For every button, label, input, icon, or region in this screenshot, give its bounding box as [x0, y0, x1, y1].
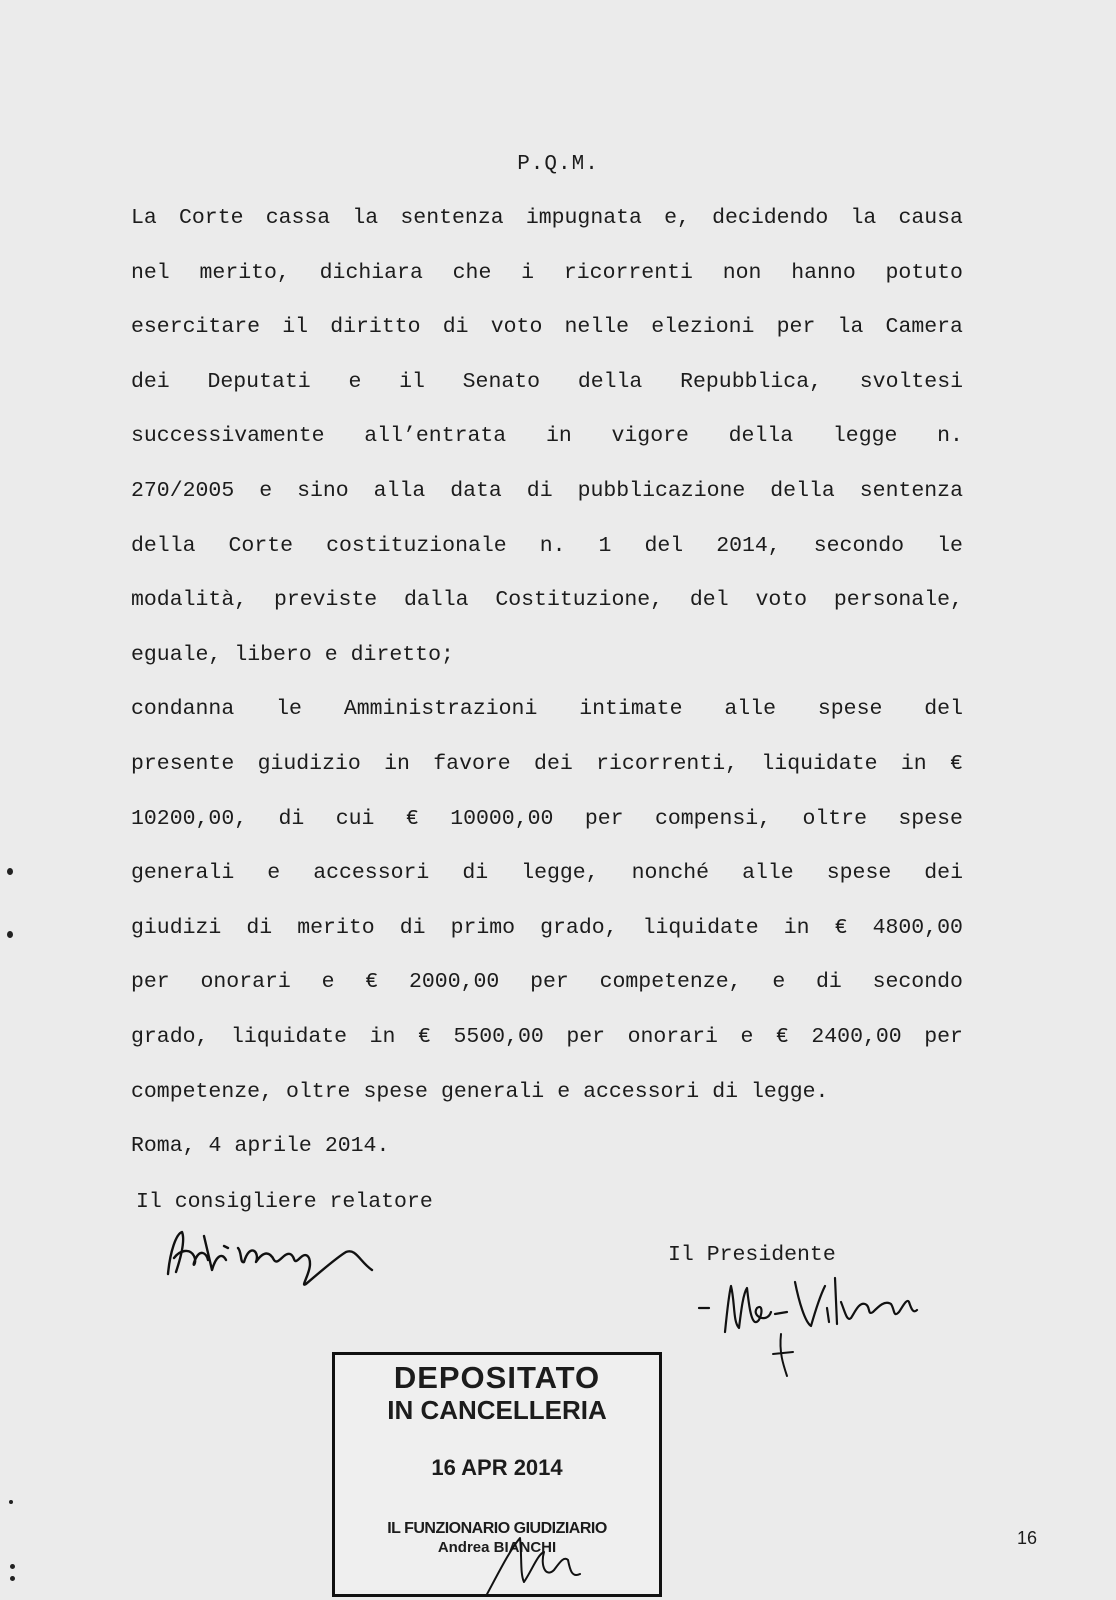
text-word: data [450, 478, 502, 503]
text-word: 2014. [324, 1134, 390, 1159]
text-word: 2000,00 [408, 970, 500, 995]
text-word: € [775, 1024, 789, 1049]
text-word: successivamente [131, 424, 325, 449]
text-word: € [365, 970, 379, 995]
presidente-label: Il Presidente [668, 1243, 836, 1267]
text-word: eguale, [131, 642, 222, 667]
text-line [131, 581, 963, 636]
text-word: spese [363, 1079, 428, 1104]
text-word: Deputati [207, 369, 311, 394]
text-word: legge, [521, 861, 599, 886]
text-line [131, 690, 963, 745]
text-word: diretto; [350, 642, 454, 667]
text-word: Corte [228, 533, 294, 558]
text-word: grado, [540, 915, 618, 940]
text-word: ricorrenti [563, 260, 693, 285]
stamp-signature [480, 1530, 590, 1598]
text-word: impugnata [525, 206, 642, 230]
text-line [131, 1073, 963, 1128]
text-word: nel [131, 260, 170, 285]
text-word: voto [755, 588, 808, 613]
text-word: n. [539, 533, 566, 558]
text-word: voto [490, 315, 543, 340]
text-word: per [776, 315, 816, 340]
text-word: 4 [208, 1134, 222, 1159]
text-line [131, 417, 963, 472]
text-word: legge. [751, 1079, 829, 1104]
text-word: il [282, 315, 309, 340]
text-word: 270/2005 [131, 478, 235, 503]
text-line [131, 1018, 963, 1073]
text-word: e, [664, 206, 690, 230]
text-word: ricorrenti, [596, 751, 739, 776]
text-word: e [557, 1079, 571, 1104]
text-word: nelle [564, 315, 630, 340]
text-word: hanno [791, 260, 856, 285]
text-word: generali [440, 1079, 545, 1104]
text-word: € [418, 1024, 431, 1049]
text-word: alle [742, 861, 794, 886]
text-word: della [131, 533, 196, 558]
relatore-label: Il consigliere relatore [136, 1190, 433, 1214]
stamp-title: DEPOSITATO [393, 1360, 601, 1395]
text-word: del [644, 533, 684, 558]
text-word: giudizio [257, 751, 361, 776]
section-heading: P.Q.M. [517, 153, 599, 176]
text-word: all’entrata [364, 424, 507, 449]
text-word: di [246, 915, 273, 940]
text-word: onorari [627, 1024, 718, 1049]
page-number: 16 [1017, 1528, 1038, 1548]
text-word: 2400,00 [811, 1024, 902, 1049]
text-word: Amministrazioni [343, 697, 538, 722]
text-word: secondo [872, 970, 963, 995]
text-word: previste [273, 588, 378, 613]
text-word: la [352, 206, 379, 230]
text-word: le [937, 533, 963, 558]
text-word: di [816, 970, 842, 995]
text-word: in [900, 751, 927, 776]
text-word: di [399, 915, 426, 940]
text-word: svoltesi [859, 369, 963, 394]
text-word: presente [131, 751, 235, 776]
text-word: liquidate [642, 915, 759, 940]
text-word: accessori [583, 1079, 700, 1104]
text-word: per [530, 970, 569, 995]
text-word: onorari [200, 970, 291, 995]
text-word: la [850, 206, 877, 230]
scan-mark [7, 868, 13, 875]
text-word: dei [534, 751, 573, 776]
relatore-signature [160, 1222, 390, 1292]
text-word: Roma, [131, 1134, 196, 1159]
text-word: di [526, 478, 553, 503]
text-word: per [131, 970, 170, 995]
text-word: sentenza [400, 206, 504, 230]
text-word: 2014, [716, 533, 781, 558]
text-word: libero [234, 642, 312, 667]
text-word: in [783, 915, 810, 940]
text-word: potuto [885, 260, 963, 285]
text-word: dei [131, 369, 170, 394]
scan-mark [10, 1576, 15, 1581]
text-word: dalla [404, 588, 469, 613]
text-word: alle [724, 697, 776, 722]
text-word: accessori [313, 861, 430, 886]
text-word: i [521, 260, 535, 285]
text-word: 4800,00 [872, 915, 963, 940]
text-word: e [324, 642, 338, 667]
text-word: sino [297, 478, 349, 503]
text-word: costituzionale [326, 533, 507, 558]
text-word: competenze, [131, 1079, 273, 1104]
text-line [131, 745, 963, 800]
text-line [131, 854, 963, 909]
text-line [131, 800, 963, 855]
stamp-role: IL FUNZIONARIO GIUDIZIARIO [387, 1520, 607, 1537]
text-word: favore [433, 751, 511, 776]
text-word: dichiara [319, 260, 423, 285]
text-word: diritto [330, 315, 421, 340]
text-word: dei [924, 861, 963, 886]
text-word: sentenza [859, 478, 963, 503]
text-word: e [267, 861, 281, 886]
text-word: personale, [833, 588, 963, 613]
text-word: causa [898, 206, 963, 230]
text-word: della [728, 424, 794, 449]
text-word: per [584, 806, 624, 831]
text-line [131, 363, 963, 418]
text-word: grado, [131, 1024, 209, 1049]
text-word: 5500,00 [453, 1024, 544, 1049]
text-word: aprile [234, 1134, 312, 1159]
text-word: € [950, 751, 963, 776]
text-word: legge [832, 424, 898, 449]
text-line [131, 308, 963, 363]
text-word: in [545, 424, 572, 449]
text-word: spese [898, 806, 963, 831]
text-line [131, 527, 963, 582]
stamp-subtitle: IN CANCELLERIA [387, 1395, 607, 1425]
text-line [131, 199, 963, 254]
text-word: di [278, 806, 305, 831]
text-word: e [259, 478, 273, 503]
text-word: intimate [579, 697, 683, 722]
text-word: n. [937, 424, 963, 449]
text-word: non [722, 260, 762, 285]
text-word: in [369, 1024, 396, 1049]
stamp-name: Andrea BIANCHI [437, 1539, 557, 1556]
text-word: la [837, 315, 864, 340]
text-word: spese [817, 697, 883, 722]
text-word: in [384, 751, 410, 776]
text-word: alla [373, 478, 426, 503]
text-word: secondo [813, 533, 905, 558]
scan-mark [10, 1564, 15, 1569]
text-line [131, 963, 963, 1018]
text-line [131, 1127, 963, 1182]
text-word: elezioni [651, 315, 755, 340]
text-word: cui [335, 806, 375, 831]
stamp-date: 16 APR 2014 [431, 1455, 563, 1480]
text-line [131, 909, 963, 964]
text-word: decidendo [712, 206, 829, 230]
text-word: Costituzione, [495, 588, 664, 613]
text-word: liquidate [230, 1024, 348, 1049]
text-word: La [131, 206, 157, 230]
scan-mark [9, 1500, 13, 1504]
text-word: merito [297, 915, 375, 940]
text-word: generali [131, 861, 235, 886]
text-word: competenze, [599, 970, 742, 995]
text-word: le [276, 697, 302, 722]
scan-mark [7, 931, 13, 938]
text-word: vigore [611, 424, 689, 449]
text-word: per [924, 1024, 963, 1049]
text-word: della [577, 369, 643, 394]
text-word: il [399, 369, 425, 394]
text-word: pubblicazione [577, 478, 746, 503]
text-word: oltre [802, 806, 867, 831]
text-word: Camera [885, 315, 963, 340]
text-word: nonché [631, 861, 710, 886]
text-word: € [834, 915, 848, 940]
text-word: della [770, 478, 835, 503]
text-word: spese [826, 861, 892, 886]
body-text [131, 199, 963, 1182]
text-word: di [442, 315, 469, 340]
text-line [131, 636, 963, 691]
text-word: 10200,00, [131, 806, 248, 831]
text-word: giudizi [131, 915, 222, 940]
text-word: merito, [199, 260, 290, 285]
text-word: Corte [179, 206, 244, 230]
text-word: di [462, 861, 489, 886]
text-word: oltre [285, 1079, 351, 1104]
text-line [131, 472, 963, 527]
text-line [131, 254, 963, 309]
text-word: e [321, 970, 335, 995]
text-word: e [348, 369, 362, 394]
presidente-signature [695, 1272, 935, 1402]
text-word: e [740, 1024, 754, 1049]
text-word: modalità, [131, 588, 248, 613]
text-word: € [405, 806, 419, 831]
text-word: condanna [131, 697, 235, 722]
text-word: 10000,00 [450, 806, 554, 831]
text-word: del [689, 588, 729, 613]
text-word: Repubblica, [680, 369, 823, 394]
text-word: esercitare [131, 315, 261, 340]
text-word: cassa [265, 206, 331, 230]
text-word: di [712, 1079, 739, 1104]
text-word: primo [450, 915, 516, 940]
text-word: Senato [462, 369, 541, 394]
text-word: liquidate [761, 751, 878, 776]
text-word: del [924, 697, 963, 722]
text-word: e [772, 970, 786, 995]
text-word: che [452, 260, 492, 285]
text-word: compensi, [654, 806, 772, 831]
text-word: 1 [598, 533, 612, 558]
text-word: per [566, 1024, 606, 1049]
